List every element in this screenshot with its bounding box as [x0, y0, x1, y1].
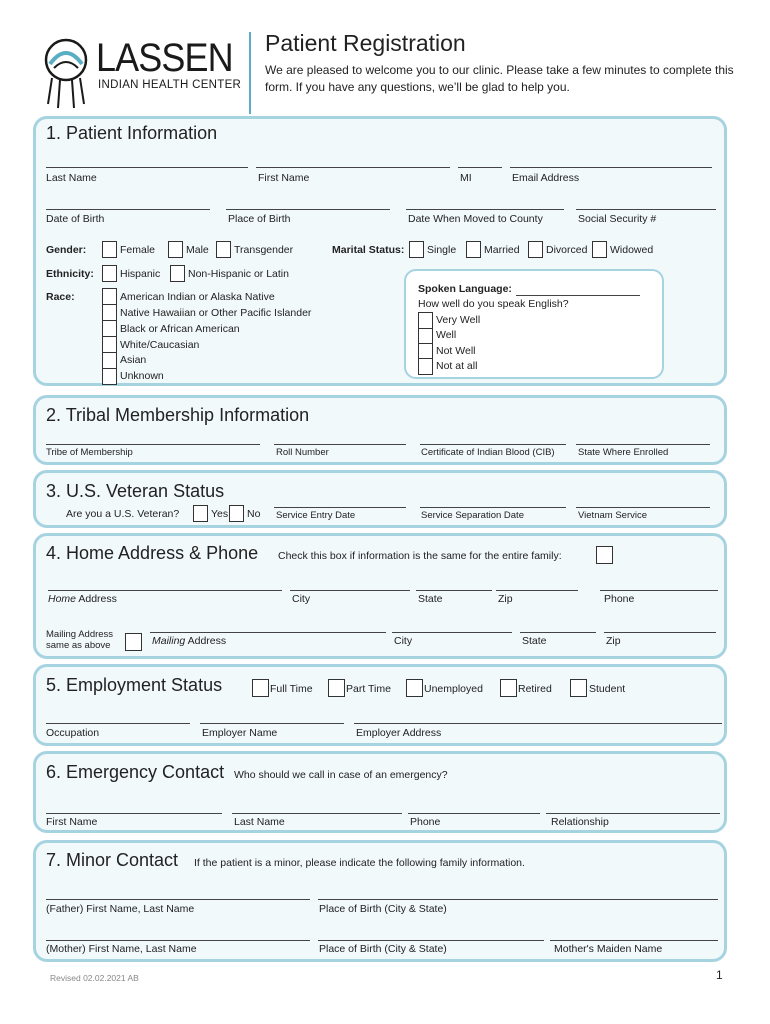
- emergency-first-label: First Name: [46, 816, 98, 828]
- home-city-line[interactable]: [290, 590, 410, 591]
- mother-pob-label: Place of Birth (City & State): [319, 943, 447, 955]
- page-number: 1: [716, 968, 723, 982]
- father-pob-label: Place of Birth (City & State): [319, 903, 447, 915]
- moved-line[interactable]: [406, 209, 564, 210]
- race-option-label: Asian: [120, 354, 147, 366]
- emergency-phone-line[interactable]: [408, 813, 540, 814]
- employment-unemployed-checkbox[interactable]: [406, 679, 423, 697]
- first-name-line[interactable]: [256, 167, 450, 168]
- tribe-label: Tribe of Membership: [46, 447, 133, 458]
- employment-option-label: Unemployed: [424, 683, 483, 695]
- ethnicity-nonhispanic-checkbox[interactable]: [170, 265, 185, 282]
- gender-transgender-checkbox[interactable]: [216, 241, 231, 258]
- vietnam-line[interactable]: [576, 507, 710, 508]
- revision-note: Revised 02.02.2021 AB: [50, 973, 139, 983]
- marital-label: Marital Status:: [332, 244, 405, 256]
- employment-full-time-checkbox[interactable]: [252, 679, 269, 697]
- employer-line[interactable]: [200, 723, 344, 724]
- gender-label: Gender:: [46, 244, 87, 256]
- english-option-label: Not Well: [436, 345, 476, 357]
- race-option-label: Native Hawaiian or Other Pacific Islander: [120, 307, 312, 319]
- vietnam-label: Vietnam Service: [578, 510, 647, 521]
- section-patient-information: [33, 116, 727, 386]
- occupation-line[interactable]: [46, 723, 190, 724]
- race-option-label: American Indian or Alaska Native: [120, 291, 275, 303]
- home-address-label: Home Address: [48, 593, 117, 605]
- race-checkbox[interactable]: [102, 336, 117, 353]
- section-minor-contact: [33, 840, 727, 962]
- service-entry-label: Service Entry Date: [276, 510, 356, 521]
- emergency-relationship-label: Relationship: [551, 816, 609, 828]
- mi-line[interactable]: [458, 167, 502, 168]
- last-name-line[interactable]: [46, 167, 248, 168]
- home-state-label: State: [418, 593, 443, 605]
- employment-option-label: Part Time: [346, 683, 391, 695]
- emergency-last-line[interactable]: [232, 813, 402, 814]
- race-checkbox[interactable]: [102, 368, 117, 385]
- ssn-line[interactable]: [576, 209, 716, 210]
- marital-married-label: Married: [484, 244, 520, 256]
- gender-female-checkbox[interactable]: [102, 241, 117, 258]
- father-name-line[interactable]: [46, 899, 310, 900]
- mailing-address-line[interactable]: [150, 632, 386, 633]
- ethnicity-label: Ethnicity:: [46, 268, 94, 280]
- section-title: 2. Tribal Membership Information: [46, 405, 310, 425]
- occupation-label: Occupation: [46, 727, 100, 739]
- spoken-language-line[interactable]: [516, 295, 640, 296]
- email-label: Email Address: [512, 172, 580, 184]
- employment-student-checkbox[interactable]: [570, 679, 587, 697]
- gender-male-label: Male: [186, 244, 209, 256]
- dob-line[interactable]: [46, 209, 210, 210]
- mailing-city-label: City: [394, 635, 413, 647]
- employer-label: Employer Name: [202, 727, 278, 739]
- gender-female-label: Female: [120, 244, 156, 256]
- same-family-label: Check this box if information is the same for the entire family:: [278, 550, 562, 562]
- employer-address-label: Employer Address: [356, 727, 442, 739]
- race-option-label: Black or African American: [120, 323, 240, 335]
- ethnicity-hispanic-checkbox[interactable]: [102, 265, 117, 282]
- english-very-well-checkbox[interactable]: [418, 312, 433, 329]
- service-separation-label: Service Separation Date: [421, 510, 524, 521]
- roll-label: Roll Number: [276, 447, 329, 458]
- father-name-label: (Father) First Name, Last Name: [46, 903, 195, 915]
- pob-label: Place of Birth: [228, 213, 291, 225]
- marital-widowed-checkbox[interactable]: [592, 241, 607, 258]
- mother-name-label: (Mother) First Name, Last Name: [46, 943, 197, 955]
- mother-pob-line[interactable]: [318, 940, 544, 941]
- enrolled-state-line[interactable]: [576, 444, 710, 445]
- marital-divorced-label: Divorced: [546, 244, 588, 256]
- section-emergency-contact: [33, 751, 727, 833]
- ethnicity-nonhispanic-label: Non-Hispanic or Latin: [188, 268, 289, 280]
- home-phone-label: Phone: [604, 593, 635, 605]
- last-name-label: Last Name: [46, 172, 97, 184]
- spoken-language-box: [404, 269, 664, 379]
- employment-retired-checkbox[interactable]: [500, 679, 517, 697]
- email-line[interactable]: [510, 167, 712, 168]
- first-name-label: First Name: [258, 172, 310, 184]
- maiden-name-line[interactable]: [550, 940, 718, 941]
- service-entry-line[interactable]: [274, 507, 406, 508]
- home-city-label: City: [292, 593, 311, 605]
- ethnicity-hispanic-label: Hispanic: [120, 268, 161, 280]
- gender-male-checkbox[interactable]: [168, 241, 183, 258]
- page-title: Patient Registration: [265, 30, 466, 56]
- section-title: 4. Home Address & Phone: [46, 543, 259, 563]
- mailing-same-checkbox[interactable]: [125, 633, 142, 651]
- mailing-city-line[interactable]: [392, 632, 512, 633]
- spoken-language-label: Spoken Language:: [418, 283, 512, 295]
- marital-single-checkbox[interactable]: [409, 241, 424, 258]
- father-pob-line[interactable]: [318, 899, 718, 900]
- english-question: How well do you speak English?: [418, 298, 569, 310]
- marital-married-checkbox[interactable]: [466, 241, 481, 258]
- marital-divorced-checkbox[interactable]: [528, 241, 543, 258]
- cib-line[interactable]: [420, 444, 566, 445]
- dreamcatcher-icon: [38, 32, 98, 112]
- race-checkbox[interactable]: [102, 304, 117, 321]
- section-tribal-membership: [33, 395, 727, 465]
- race-checkbox[interactable]: [102, 320, 117, 337]
- gender-transgender-label: Transgender: [234, 244, 294, 256]
- mailing-zip-line[interactable]: [604, 632, 716, 633]
- mailing-state-label: State: [522, 635, 547, 647]
- emergency-relationship-line[interactable]: [546, 813, 720, 814]
- logo-name: LASSEN: [96, 36, 233, 80]
- emergency-last-label: Last Name: [234, 816, 285, 828]
- dob-label: Date of Birth: [46, 213, 105, 225]
- intro-text: We are pleased to welcome you to our clinic. Please take a few minutes to complete this form. If you have any questions, we’ll be glad to help you.: [265, 63, 734, 94]
- english-not-at-all-checkbox[interactable]: [418, 358, 433, 375]
- marital-single-label: Single: [427, 244, 457, 256]
- mailing-address-label: Mailing Address: [152, 635, 227, 647]
- emergency-first-line[interactable]: [46, 813, 222, 814]
- mi-label: MI: [460, 172, 472, 184]
- race-checkbox[interactable]: [102, 352, 117, 369]
- employment-part-time-checkbox[interactable]: [328, 679, 345, 697]
- section-title: 3. U.S. Veteran Status: [46, 481, 225, 501]
- section-title: 6. Emergency Contact: [46, 762, 225, 782]
- race-checkbox[interactable]: [102, 288, 117, 305]
- tribe-line[interactable]: [46, 444, 260, 445]
- section-title: 7. Minor Contact: [46, 850, 179, 870]
- english-option-label: Not at all: [436, 360, 478, 372]
- home-state-line[interactable]: [416, 590, 492, 591]
- enrolled-state-label: State Where Enrolled: [578, 447, 669, 458]
- home-phone-line[interactable]: [600, 590, 718, 591]
- veteran-yes-checkbox[interactable]: [193, 505, 208, 522]
- mailing-zip-label: Zip: [606, 635, 621, 647]
- marital-widowed-label: Widowed: [610, 244, 654, 256]
- section-veteran-status: [33, 470, 727, 528]
- mailing-same-label: Mailing Address same as above: [46, 629, 114, 651]
- english-option-label: Well: [436, 329, 457, 341]
- same-family-checkbox[interactable]: [596, 546, 613, 564]
- section-title: 1. Patient Information: [46, 123, 218, 143]
- emergency-phone-label: Phone: [410, 816, 441, 828]
- section-employment-status: [33, 664, 727, 746]
- roll-line[interactable]: [274, 444, 406, 445]
- section-home-address: [33, 533, 727, 659]
- logo-subtitle: INDIAN HEALTH CENTER: [98, 79, 242, 91]
- emergency-question: Who should we call in case of an emergency?: [234, 769, 448, 781]
- employment-option-label: Student: [589, 683, 626, 695]
- ssn-label: Social Security #: [578, 213, 657, 225]
- minor-question: If the patient is a minor, please indicate the following family information.: [194, 857, 525, 869]
- race-option-label: Unknown: [120, 370, 164, 382]
- employment-option-label: Retired: [518, 683, 552, 695]
- mother-name-line[interactable]: [46, 940, 310, 941]
- veteran-no-checkbox[interactable]: [229, 505, 244, 522]
- english-option-label: Very Well: [436, 314, 481, 326]
- service-separation-line[interactable]: [420, 507, 566, 508]
- cib-label: Certificate of Indian Blood (CIB): [421, 447, 555, 458]
- header-divider: [249, 32, 251, 114]
- race-option-label: White/Caucasian: [120, 339, 200, 351]
- home-address-line[interactable]: [48, 590, 282, 591]
- race-label: Race:: [46, 291, 75, 303]
- employer-address-line[interactable]: [354, 723, 722, 724]
- pob-line[interactable]: [226, 209, 390, 210]
- moved-label: Date When Moved to County: [408, 213, 543, 225]
- veteran-yes-label: Yes: [211, 508, 229, 520]
- veteran-question: Are you a U.S. Veteran?: [66, 508, 180, 520]
- maiden-name-label: Mother's Maiden Name: [554, 943, 663, 955]
- mailing-state-line[interactable]: [520, 632, 596, 633]
- employment-option-label: Full Time: [270, 683, 313, 695]
- home-zip-label: Zip: [498, 593, 513, 605]
- home-zip-line[interactable]: [496, 590, 578, 591]
- section-title: 5. Employment Status: [46, 675, 223, 695]
- veteran-no-label: No: [247, 508, 261, 520]
